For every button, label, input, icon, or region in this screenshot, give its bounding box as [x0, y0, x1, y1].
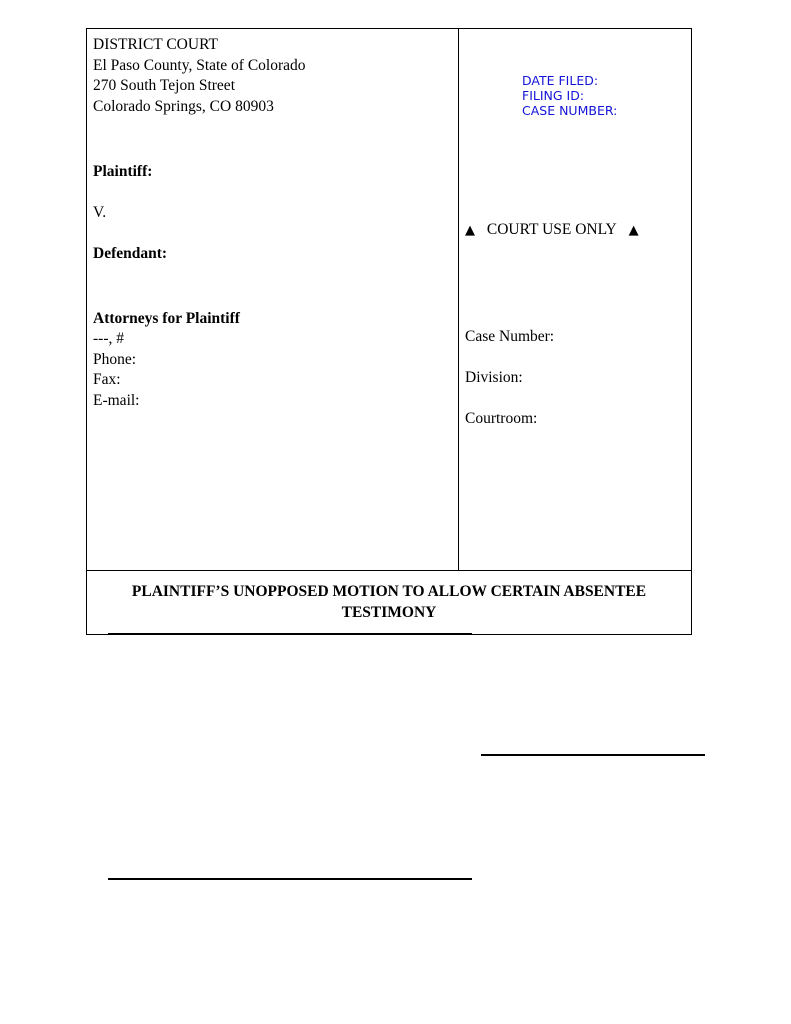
courtroom-label: Courtroom: — [465, 410, 538, 427]
stamp-case-number-label: CASE NUMBER: — [522, 103, 618, 118]
signature-line — [108, 878, 472, 880]
attorneys-heading: Attorneys for Plaintiff — [93, 310, 240, 327]
versus-label: V. — [93, 204, 107, 221]
signature-line — [481, 754, 705, 756]
court-name: DISTRICT COURT — [93, 36, 218, 53]
court-city: Colorado Springs, CO 80903 — [93, 98, 274, 115]
court-street: 270 South Tejon Street — [93, 77, 235, 94]
document-title-line-1: PLAINTIFF’S UNOPPOSED MOTION TO ALLOW CERTAIN ABSENTEE — [131, 583, 647, 600]
attorney-name-line: ---, # — [93, 330, 124, 347]
caption-box — [86, 28, 692, 635]
filing-stamp — [522, 73, 617, 118]
defendant-label: Defendant: — [93, 245, 168, 262]
caption-vertical-divider — [458, 28, 459, 571]
email-label: E-mail: — [93, 392, 140, 409]
triangle-up-icon: ▲ — [465, 223, 475, 238]
division-label: Division: — [465, 369, 523, 386]
plaintiff-label: Plaintiff: — [93, 163, 153, 180]
filing-id-label: FILING ID: — [522, 88, 585, 103]
court-use-only — [465, 220, 639, 241]
court-county: El Paso County, State of Colorado — [93, 57, 306, 74]
case-number-label: Case Number: — [465, 328, 555, 345]
triangle-up-icon: ▲ — [628, 223, 639, 238]
court-use-label: COURT USE ONLY — [486, 221, 617, 238]
fax-label: Fax: — [93, 371, 121, 388]
date-filed-label: DATE FILED: — [522, 73, 599, 88]
document-title — [86, 581, 692, 623]
underline-rule — [108, 633, 472, 635]
document-title-line-2: TESTIMONY — [341, 604, 437, 621]
phone-label: Phone: — [93, 351, 137, 368]
caption-horizontal-divider — [86, 570, 692, 571]
